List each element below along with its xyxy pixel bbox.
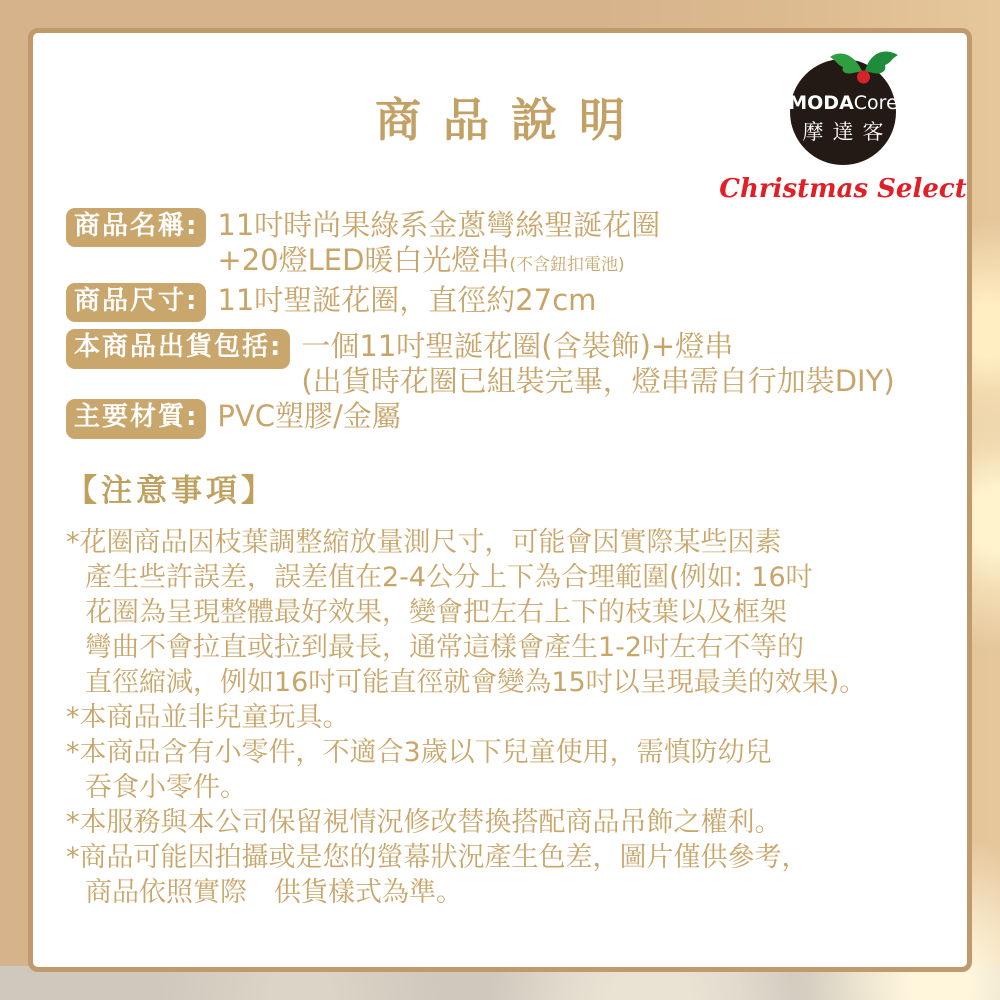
- shipping-line-1: 一個11吋聖誕花圈(含裝飾)+燈串: [301, 329, 734, 364]
- row-shipping-includes-content: [301, 329, 894, 399]
- product-name-line-2: [217, 243, 660, 283]
- logo-brand-text: [788, 92, 898, 114]
- row-shipping-includes: [66, 329, 934, 399]
- row-product-name-label: 商品名稱:: [66, 208, 206, 248]
- note-line: *本商品並非兒童玩具。: [66, 702, 350, 734]
- note-line: *花圈商品因枝葉調整縮放量測尺寸，可能會因實際某些因素: [66, 527, 782, 559]
- material-line: PVC塑膠/金屬: [217, 399, 401, 434]
- note-line: *本服務與本公司保留視情況修改替換搭配商品吊飾之權利。: [66, 807, 782, 839]
- note-line: 產生些許誤差，誤差值在2-4公分上下為合理範圍(例如: 16吋: [85, 562, 813, 594]
- row-material-label: 主要材質:: [66, 399, 206, 439]
- note-line: *本商品含有小零件，不適合3歲以下兒童使用，需慎防幼兒: [66, 737, 772, 769]
- note-line: 吞食小零件。: [85, 772, 247, 804]
- product-name-line-2-note: (不含鈕扣電池): [509, 254, 625, 275]
- product-description-panel: [28, 28, 972, 972]
- note-line: 彎曲不會拉直或拉到最長，通常這樣會產生1-2吋左右不等的: [85, 632, 805, 664]
- logo-circle: [790, 59, 896, 165]
- logo-brand-light: Core: [853, 92, 898, 114]
- row-shipping-includes-label: 本商品出貨包括:: [66, 329, 290, 369]
- product-size-line: 11吋聖誕花圈，直徑約27cm: [217, 282, 597, 317]
- notes-list: [66, 525, 934, 910]
- row-material-content: [217, 399, 400, 434]
- brand-logo: [719, 59, 967, 204]
- product-name-line-1: 11吋時尚果綠系金蔥彎絲聖誕花圈: [217, 207, 661, 242]
- row-product-size-content: [217, 283, 596, 318]
- logo-chinese-text: 摩達客: [802, 120, 893, 144]
- row-material: [66, 399, 934, 439]
- shipping-line-2: (出貨時花圈已組裝完畢，燈串需自行加裝DIY): [301, 364, 895, 399]
- row-product-name: [66, 208, 934, 283]
- product-info-rows: [66, 208, 934, 440]
- row-product-size-label: 商品尺寸:: [66, 283, 206, 323]
- notes-heading: 【注意事項】: [66, 473, 276, 510]
- note-line: 商品依照實際 供貨樣式為準。: [85, 877, 463, 909]
- logo-brand-bold: MODA: [788, 92, 854, 114]
- christmas-select-tagline: Christmas Select: [719, 174, 967, 204]
- row-product-size: [66, 283, 934, 323]
- row-product-name-content: [217, 208, 660, 283]
- note-line: *商品可能因拍攝或是您的螢幕狀況產生色差，圖片僅供參考，: [66, 842, 809, 874]
- product-name-line-2-main: +20燈LED暖白光燈串: [217, 242, 510, 277]
- note-line: 直徑縮減，例如16吋可能直徑就會變為15吋以呈現最美的效果)。: [85, 667, 867, 699]
- holly-icon: [828, 44, 900, 94]
- page-title: 商品說明: [375, 93, 647, 147]
- note-line: 花圈為呈現整體最好效果，變會把左右上下的枝葉以及框架: [85, 597, 787, 629]
